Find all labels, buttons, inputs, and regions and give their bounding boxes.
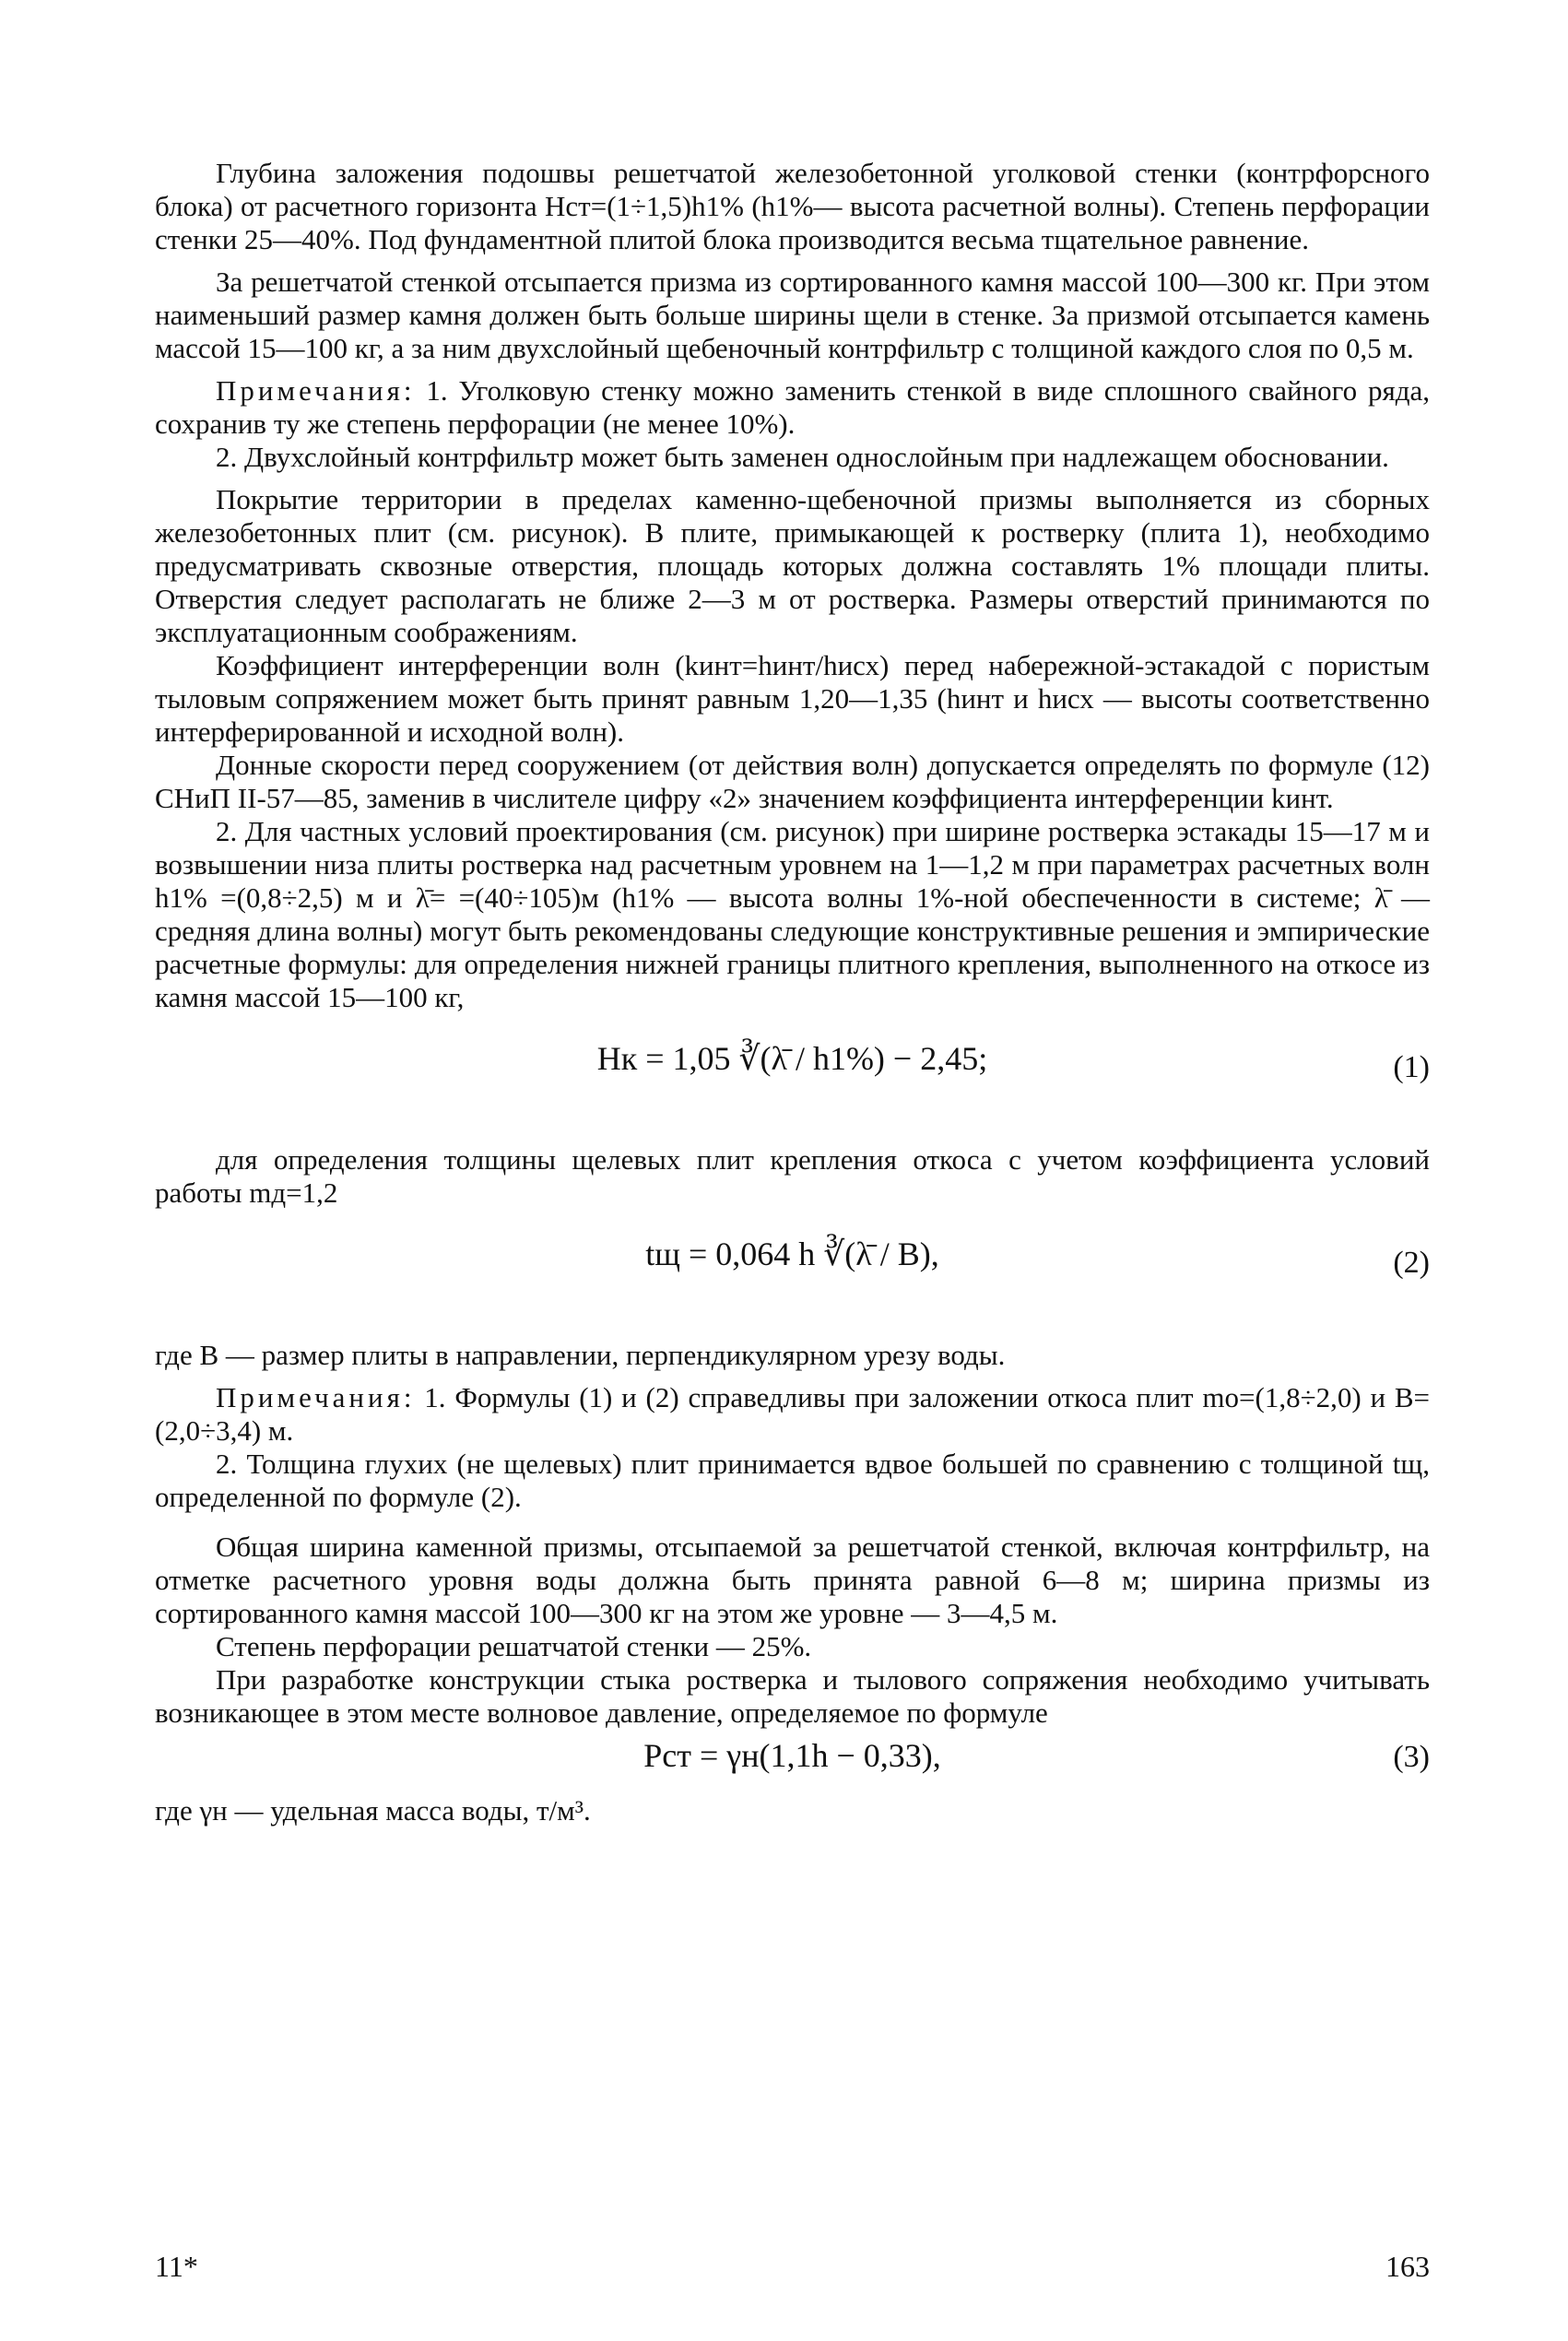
note-label: Примечания: <box>216 1381 416 1413</box>
note-3 <box>155 1381 1430 1448</box>
paragraph-joint-pressure: При разработке конструкции стыка ростверка и тылового сопряжения необходимо учитывать возникающее в этом месте волновое давление, определяемое по формуле <box>155 1663 1430 1729</box>
paragraph-territory-cover: Покрытие территории в пределах каменно-щебеночной призмы выполняется из сборных железобетонных плит (см. рисунок). В плите, примыкающей к ростверку (плита 1), необходимо предусматривать сквозные отверстия, площадь которых должна составлять 1% площади плиты. Отверстия следует располагать не ближе 2—3 м от ростверка. Размеры отверстий принимаются по эксплуатационным соображениям. <box>155 483 1430 648</box>
page-number: 163 <box>1385 2250 1430 2283</box>
formula-3 <box>155 1730 1430 1794</box>
note-text: 1. Уголковую стенку можно заменить стенкой в виде сплошного свайного ряда, сохранив ту же степень перфорации (не менее 10%). <box>155 374 1430 440</box>
note-1 <box>155 374 1430 441</box>
formula-1 <box>155 1014 1430 1143</box>
paragraph-stone-prism: За решетчатой стенкой отсыпается призма из сортированного камня массой 100—300 кг. При этом наименьший размер камня должен быть больше ширины щели в стенке. За призмой отсыпается камень массой 15—100 кг, а за ним двухслойный щебеночный контрфильтр с толщиной каждого слоя по 0,5 м. <box>155 266 1430 364</box>
paragraph-perforation: Степень перфорации решатчатой стенки — 25%. <box>216 1630 812 1662</box>
note-2: 2. Двухслойный контрфильтр может быть заменен однослойным при надлежащем обосновании. <box>216 441 1389 473</box>
paragraph-b-definition: где B — размер плиты в направлении, перпендикулярном урезу воды. <box>155 1339 1006 1371</box>
paragraph-gamma-definition: где γн — удельная масса воды, т/м³. <box>155 1794 591 1827</box>
signature-mark: 11* <box>155 2250 198 2283</box>
paragraph-bottom-velocity: Донные скорости перед сооружением (от действия волн) допускается определять по формуле (12) СНиП II-57—85, заменив в числителе цифру «2» значением коэффициента интерференции kинт. <box>155 749 1430 814</box>
formula-expression: tщ = 0,064 h ∛(λ̄ / B), <box>645 1236 939 1272</box>
formula-number: (2) <box>1393 1246 1430 1280</box>
paragraph-prism-width: Общая ширина каменной призмы, отсыпаемой за решетчатой стенкой, включая контрфильтр, на отметке расчетного уровня воды должна быть принята равной 6—8 м; ширина призмы из сортированного камня массой 100—300 кг на этом же уровне — 3—4,5 м. <box>155 1531 1430 1629</box>
formula-2 <box>155 1210 1430 1339</box>
formula-number: (3) <box>1393 1740 1430 1774</box>
note-label: Примечания: <box>216 374 416 407</box>
paragraph-foundation-depth: Глубина заложения подошвы решетчатой железобетонной уголковой стенки (контрфорсного блока) от расчетного горизонта Hст=(1÷1,5)h1% (h1%— высота расчетной волны). Степень перфорации стенки 25—40%. Под фундаментной плитой блока производится весьма тщательное равнение. <box>155 157 1430 255</box>
formula-number: (1) <box>1393 1050 1430 1084</box>
body-text <box>155 157 1430 1827</box>
formula-expression: Hк = 1,05 ∛(λ̄ / h1%) − 2,45; <box>596 1040 988 1077</box>
note-4: 2. Толщина глухих (не щелевых) плит принимается вдвое большей по сравнению с толщиной tщ, определенной по формуле (2). <box>155 1448 1430 1513</box>
formula-expression: Pст = γн(1,1h − 0,33), <box>643 1737 941 1774</box>
paragraph-interference-coefficient: Коэффициент интерференции волн (kинт=hинт/hисх) перед набережной-эстакадой с пористым тыловым сопряжением может быть принят равным 1,20—1,35 (hинт и hисх — высоты соответственно интерферированной и исходной волн). <box>155 649 1430 748</box>
paragraph-slit-plate-thickness: для определения толщины щелевых плит крепления откоса с учетом коэффициента условий работы mд=1,2 <box>155 1143 1430 1209</box>
note-text: 1. Формулы (1) и (2) справедливы при заложении откоса плит mо=(1,8÷2,0) и B=(2,0÷3,4) м. <box>155 1381 1430 1447</box>
paragraph-design-conditions: 2. Для частных условий проектирования (см. рисунок) при ширине ростверка эстакады 15—17 м и возвышении низа плиты ростверка над расчетным уровнем на 1—1,2 м при параметрах расчетных волн h1% =(0,8÷2,5) м и λ̄= =(40÷105)м (h1% — высота волны 1%-ной обеспеченности в системе; λ̄ — средняя длина волны) могут быть рекомендованы следующие конструктивные решения и эмпирические расчетные формулы: для определения нижней границы плитного крепления, выполненного на откосе из камня массой 15—100 кг, <box>155 815 1430 1013</box>
